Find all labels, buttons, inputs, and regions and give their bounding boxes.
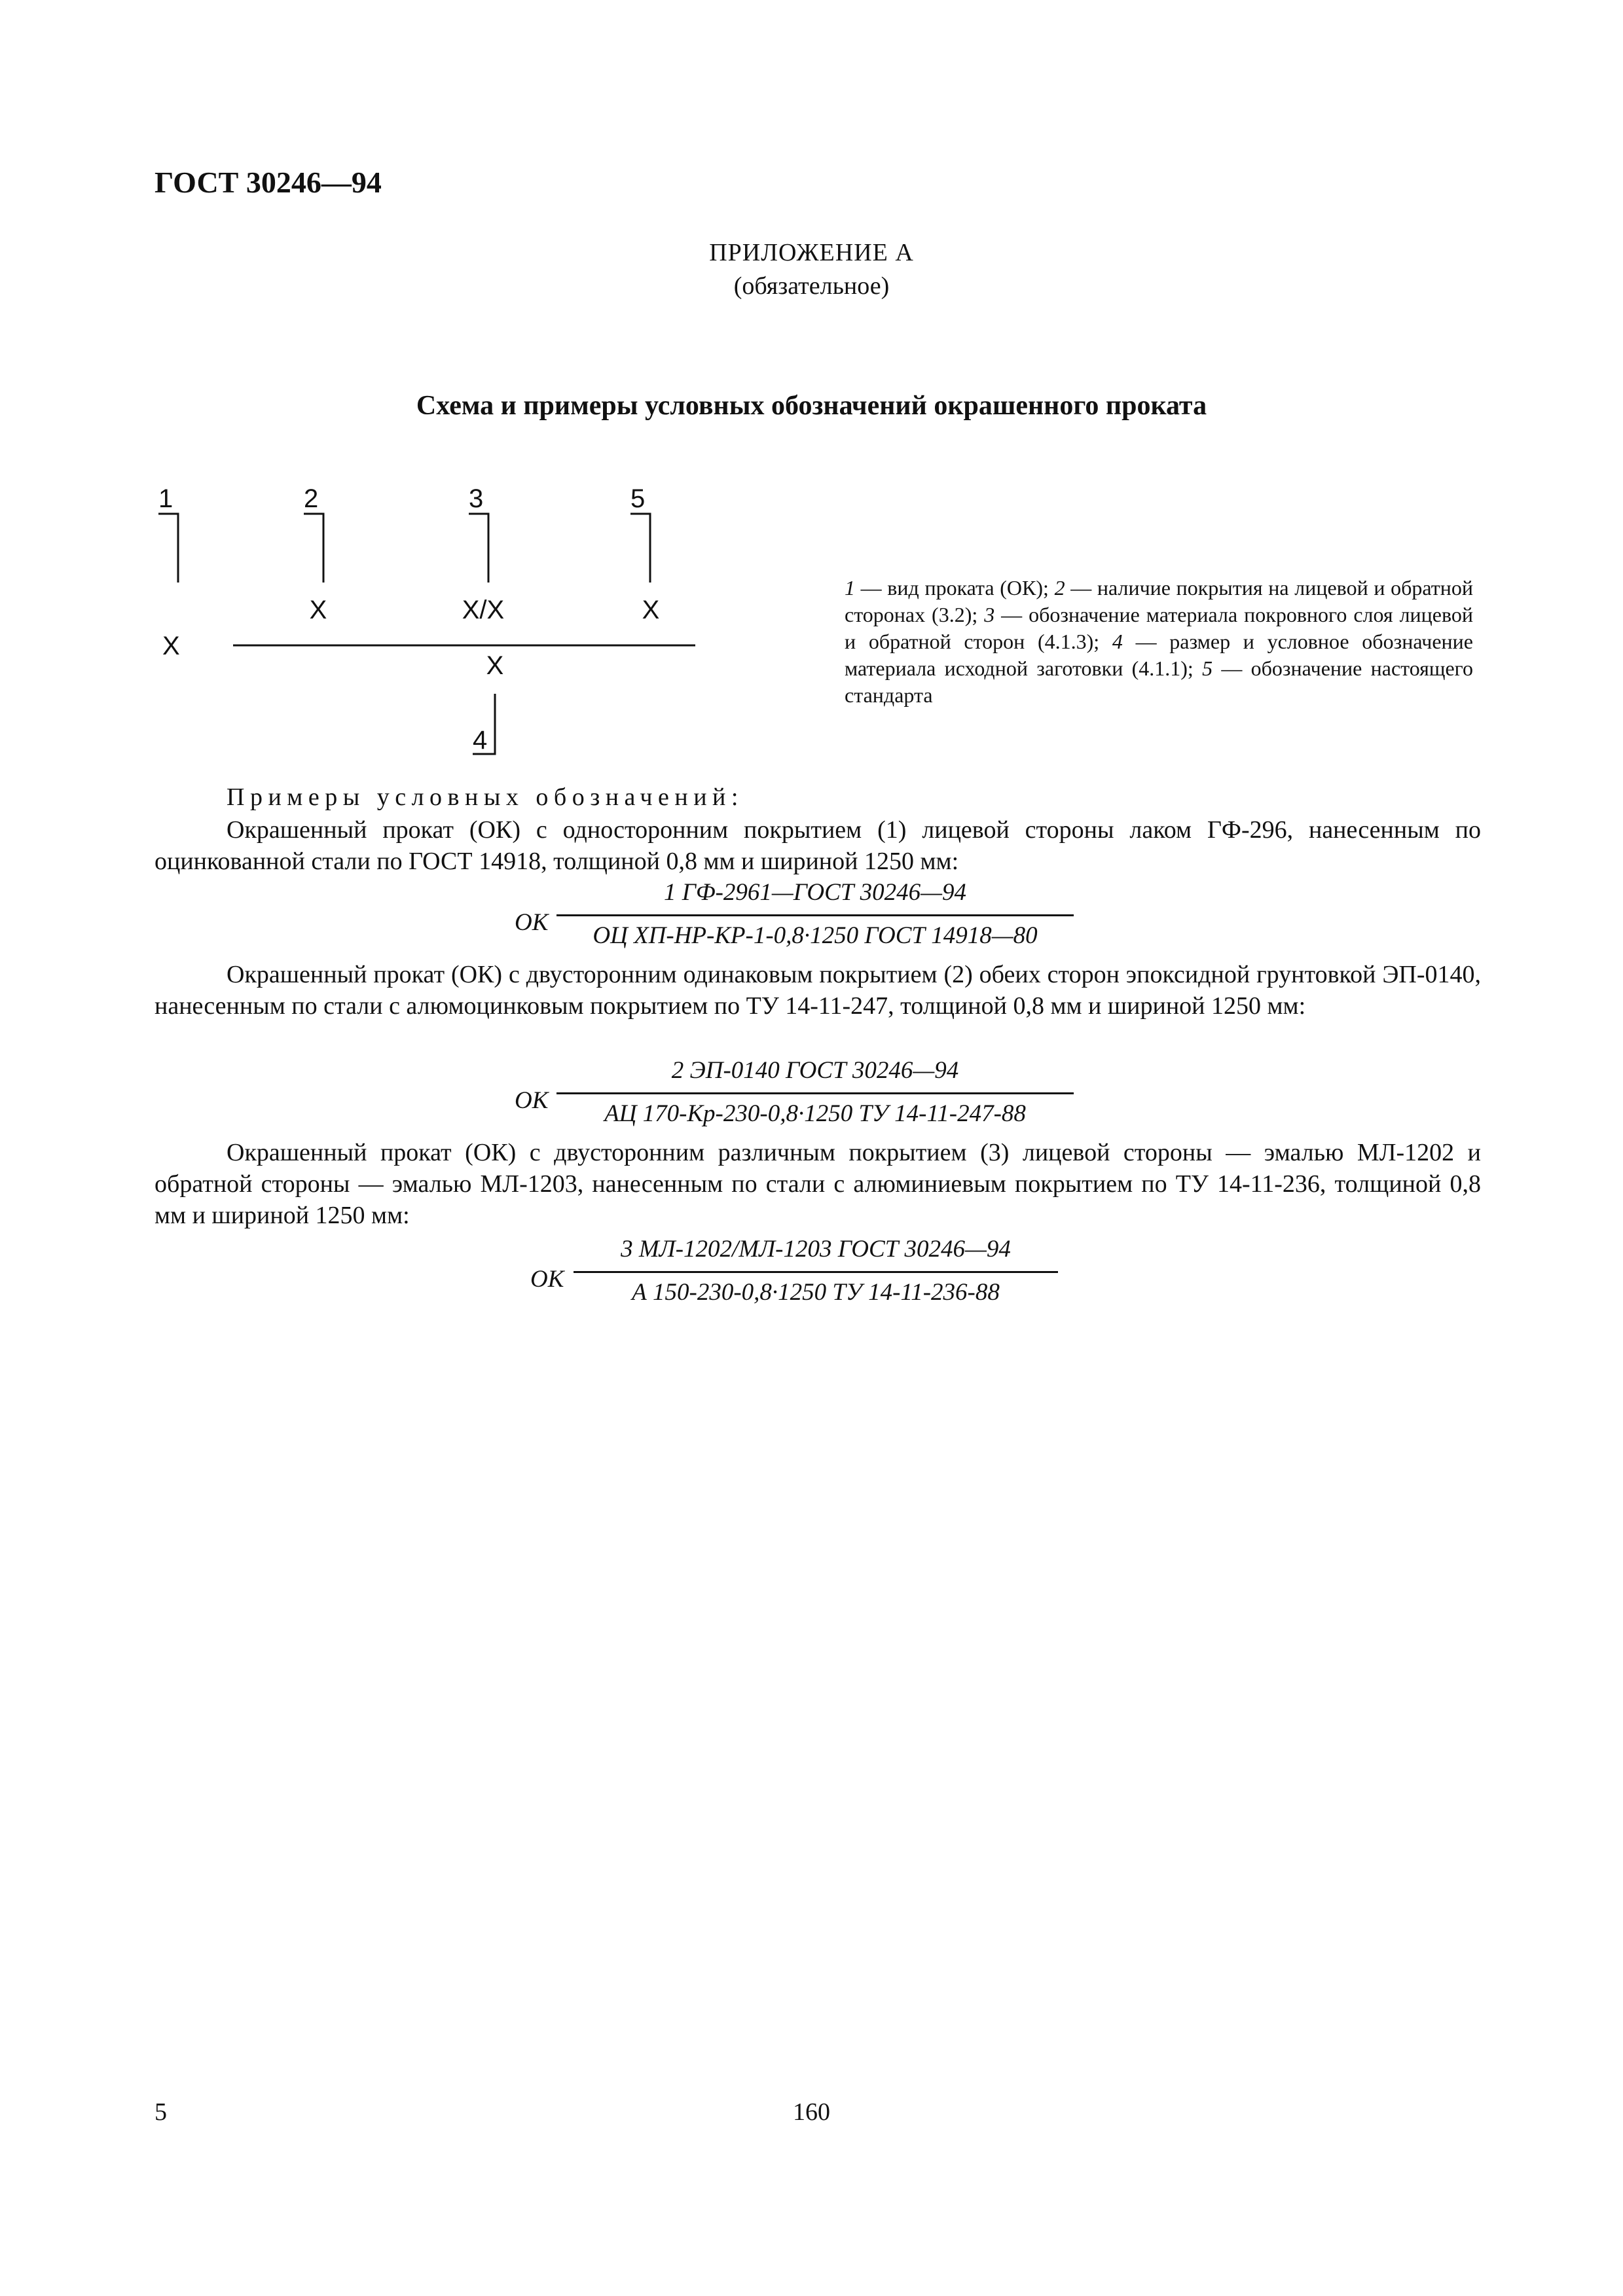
callout-2-leader <box>304 514 323 583</box>
formula-denominator: АЦ 170-Кр-230-0,8·1250 ТУ 14-11-247-88 <box>604 1100 1026 1127</box>
mark-3: X/X <box>462 596 505 624</box>
legend-text: — размер и условное обозначение материала исходной заготовки (4.1.1); <box>845 630 1474 680</box>
formula-numerator: 3 МЛ-1202/МЛ-1203 ГОСТ 30246—94 <box>621 1236 1011 1263</box>
legend-number: 3 <box>984 603 995 626</box>
callout-4: 4 <box>473 726 488 755</box>
designation-schema <box>155 478 718 766</box>
formula-prefix: ОК <box>515 909 549 936</box>
formula-denominator: А 150-230-0,8·1250 ТУ 14-11-236-88 <box>632 1279 1000 1306</box>
mark-1: X <box>162 632 180 660</box>
page-number: 160 <box>793 2098 830 2126</box>
formula-fraction-bar <box>574 1271 1058 1273</box>
callout-5: 5 <box>630 484 646 513</box>
section-title: Схема и примеры условных обозначений окрашенного проката <box>416 391 1207 421</box>
legend-number: 2 <box>1054 576 1065 600</box>
example-paragraph: Окрашенный прокат (ОК) с односторонним покрытием (1) лицевой стороны лаком ГФ-296, нанесенным по оцинкованной стали по ГОСТ 14918, толщиной 0,8 мм и шириной 1250 мм: <box>155 816 1481 875</box>
mark-4: X <box>486 651 504 680</box>
legend-number: 5 <box>1202 656 1213 680</box>
document-code: ГОСТ 30246—94 <box>155 166 382 199</box>
callout-3: 3 <box>469 484 484 513</box>
formula-denominator: ОЦ ХП-НР-КР-1-0,8·1250 ГОСТ 14918—80 <box>593 922 1038 949</box>
formula-fraction-bar <box>556 914 1074 916</box>
formula-prefix: ОК <box>530 1266 564 1293</box>
mark-2: X <box>309 596 327 624</box>
formula-prefix: ОК <box>515 1087 549 1114</box>
legend-text: — обозначение настоящего стандарта <box>845 656 1474 707</box>
legend-text: — наличие покрытия на лицевой и обратной сторонах (3.2); <box>845 576 1474 626</box>
formula-numerator: 1 ГФ-2961—ГОСТ 30246—94 <box>664 879 966 906</box>
legend-number: 4 <box>1112 630 1123 653</box>
callout-1-leader <box>158 514 178 583</box>
example-paragraph: Окрашенный прокат (ОК) с двусторонним одинаковым покрытием (2) обеих сторон эпоксидной грунтовкой ЭП-0140, нанесенным по стали с алюмоцинковым покрытием по ТУ 14-11-247, толщиной 0,8 мм и шириной 1250 мм: <box>155 961 1481 1020</box>
page-footer-left: 5 <box>155 2098 167 2126</box>
callout-2: 2 <box>304 484 319 513</box>
callout-5-leader <box>630 514 650 583</box>
formula-fraction-bar <box>556 1092 1074 1094</box>
example-paragraph: Окрашенный прокат (ОК) с двусторонним различным покрытием (3) лицевой стороны — эмалью МЛ-1202 и обратной стороны — эмалью МЛ-1203, нанесенным по стали с алюминиевым покрытием по ТУ 14-11-236, толщиной 0,8 мм и шириной 1250 мм: <box>155 1139 1481 1229</box>
mark-5: X <box>642 596 660 624</box>
legend-text: — обозначение материала покровного слоя лицевой и обратной сторон (4.1.3); <box>845 603 1474 653</box>
legend-text: — вид проката (ОК); <box>855 576 1055 600</box>
schema-legend <box>845 575 1473 709</box>
formula-numerator: 2 ЭП-0140 ГОСТ 30246—94 <box>671 1057 959 1084</box>
callout-1: 1 <box>158 484 173 513</box>
examples-heading: Примеры условных обозначений: <box>227 783 744 811</box>
appendix-title: ПРИЛОЖЕНИЕ А <box>709 239 914 266</box>
callout-3-leader <box>469 514 488 583</box>
appendix-subtitle: (обязательное) <box>733 272 890 300</box>
legend-number: 1 <box>845 576 855 600</box>
